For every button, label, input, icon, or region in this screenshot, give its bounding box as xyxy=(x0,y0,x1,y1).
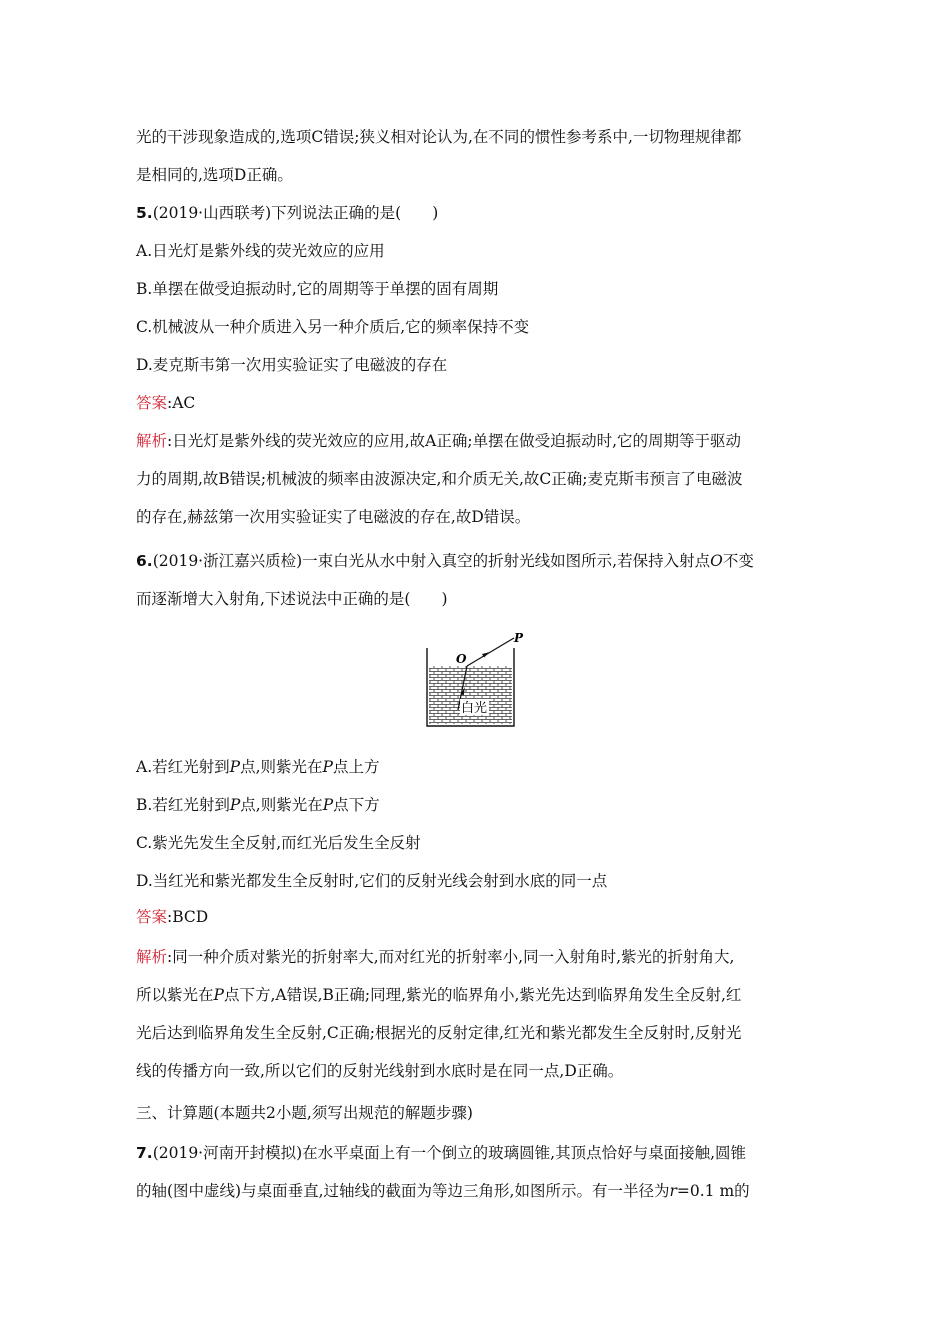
radius-variable: r xyxy=(669,1182,677,1200)
question-5-stem xyxy=(136,202,438,224)
intro-line-1: 光的干涉现象造成的,选项C错误;狭义相对论认为,在不同的惯性参考系中,一切物理规律都 xyxy=(136,128,742,146)
q6-analysis-line-3: 光后达到临界角发生全反射,C正确;根据光的反射定律,红光和紫光都发生全反射时,反射光 xyxy=(136,1024,742,1042)
q6-option-d: D.当红光和紫光都发生全反射时,它们的反射光线会射到水底的同一点 xyxy=(136,872,608,890)
q5-option-b: B.单摆在做受迫振动时,它的周期等于单摆的固有周期 xyxy=(136,280,499,298)
point-o-label: O xyxy=(710,552,723,570)
refracted-ray xyxy=(467,638,514,666)
analysis-label: 解析 xyxy=(136,948,168,966)
q6-analysis-line-1 xyxy=(136,946,734,968)
question-7-stem-line-1 xyxy=(136,1142,746,1164)
option-text: 点下方 xyxy=(333,796,380,814)
q5-analysis-line-1 xyxy=(136,430,741,452)
analysis-text: :日光灯是紫外线的荧光效应的应用,故A正确;单摆在做受迫振动时,它的周期等于驱动 xyxy=(167,432,742,450)
question-6-stem-line-2: 而逐渐增大入射角,下述说法中正确的是( ) xyxy=(136,590,448,608)
refraction-figure xyxy=(420,626,530,732)
q6-analysis-line-4: 线的传播方向一致,所以它们的反射光线射到水底时是在同一点,D正确。 xyxy=(136,1062,624,1080)
point-p-label: P xyxy=(213,986,224,1004)
answer-label: 答案 xyxy=(136,908,168,926)
question-text-end: 不变 xyxy=(722,552,754,570)
section-heading: 三、计算题(本题共2小题,须写出规范的解题步骤) xyxy=(136,1104,473,1122)
answer-value: :AC xyxy=(167,394,196,412)
question-number: 7. xyxy=(136,1144,153,1162)
q5-option-d: D.麦克斯韦第一次用实验证实了电磁波的存在 xyxy=(136,356,448,374)
point-o: O xyxy=(456,652,467,666)
point-p-label: P xyxy=(322,758,333,776)
white-light-label: 白光 xyxy=(461,701,488,716)
option-text: B.若红光射到 xyxy=(136,796,230,814)
q5-answer xyxy=(136,392,195,414)
q5-analysis-line-3: 的存在,赫兹第一次用实验证实了电磁波的存在,故D错误。 xyxy=(136,508,531,526)
question-text: =0.1 m的 xyxy=(676,1182,750,1200)
question-6-stem-line-1 xyxy=(136,550,754,572)
answer-label: 答案 xyxy=(136,394,168,412)
option-text: A.若红光射到 xyxy=(136,758,230,776)
option-text: 点上方 xyxy=(332,758,380,776)
q6-option-b xyxy=(136,794,380,816)
q5-option-a: A.日光灯是紫外线的荧光效应的应用 xyxy=(136,242,385,260)
analysis-text: :同一种介质对紫光的折射率大,而对红光的折射率小,同一入射角时,紫光的折射角大, xyxy=(167,948,735,966)
q5-analysis-line-2: 力的周期,故B错误;机械波的频率由波源决定,和介质无关,故C正确;麦克斯韦预言了电磁波 xyxy=(136,470,743,488)
question-text: (2019·浙江嘉兴质检)一束白光从水中射入真空的折射光线如图所示,若保持入射点 xyxy=(152,552,711,570)
q6-option-a xyxy=(136,756,379,778)
question-number: 5. xyxy=(136,204,153,222)
question-text: (2019·河南开封模拟)在水平桌面上有一个倒立的玻璃圆锥,其顶点恰好与桌面接触,圆锥 xyxy=(152,1144,747,1162)
option-text: 点,则紫光在 xyxy=(240,796,323,814)
analysis-label: 解析 xyxy=(136,432,168,450)
question-7-stem-line-2 xyxy=(136,1180,750,1202)
question-number: 6. xyxy=(136,552,153,570)
question-text: 的轴(图中虚线)与桌面垂直,过轴线的截面为等边三角形,如图所示。有一半径为 xyxy=(136,1182,670,1200)
question-text: (2019·山西联考)下列说法正确的是( ) xyxy=(152,204,439,222)
point-p: P xyxy=(514,631,524,645)
refraction-diagram xyxy=(420,626,530,732)
analysis-text: 所以紫光在 xyxy=(136,986,214,1004)
q5-option-c: C.机械波从一种介质进入另一种介质后,它的频率保持不变 xyxy=(136,318,530,336)
point-p-label: P xyxy=(322,796,334,814)
point-p-label: P xyxy=(229,796,241,814)
q6-option-c: C.紫光先发生全反射,而红光后发生全反射 xyxy=(136,834,421,852)
analysis-text: 点下方,A错误,B正确;同理,紫光的临界角小,紫光先达到临界角发生全反射,红 xyxy=(223,986,742,1004)
intro-line-2: 是相同的,选项D正确。 xyxy=(136,166,293,184)
q6-analysis-line-2 xyxy=(136,984,741,1006)
answer-value: :BCD xyxy=(167,908,209,926)
q6-answer xyxy=(136,906,208,928)
option-text: 点,则紫光在 xyxy=(240,758,323,776)
point-p-label: P xyxy=(229,758,241,776)
